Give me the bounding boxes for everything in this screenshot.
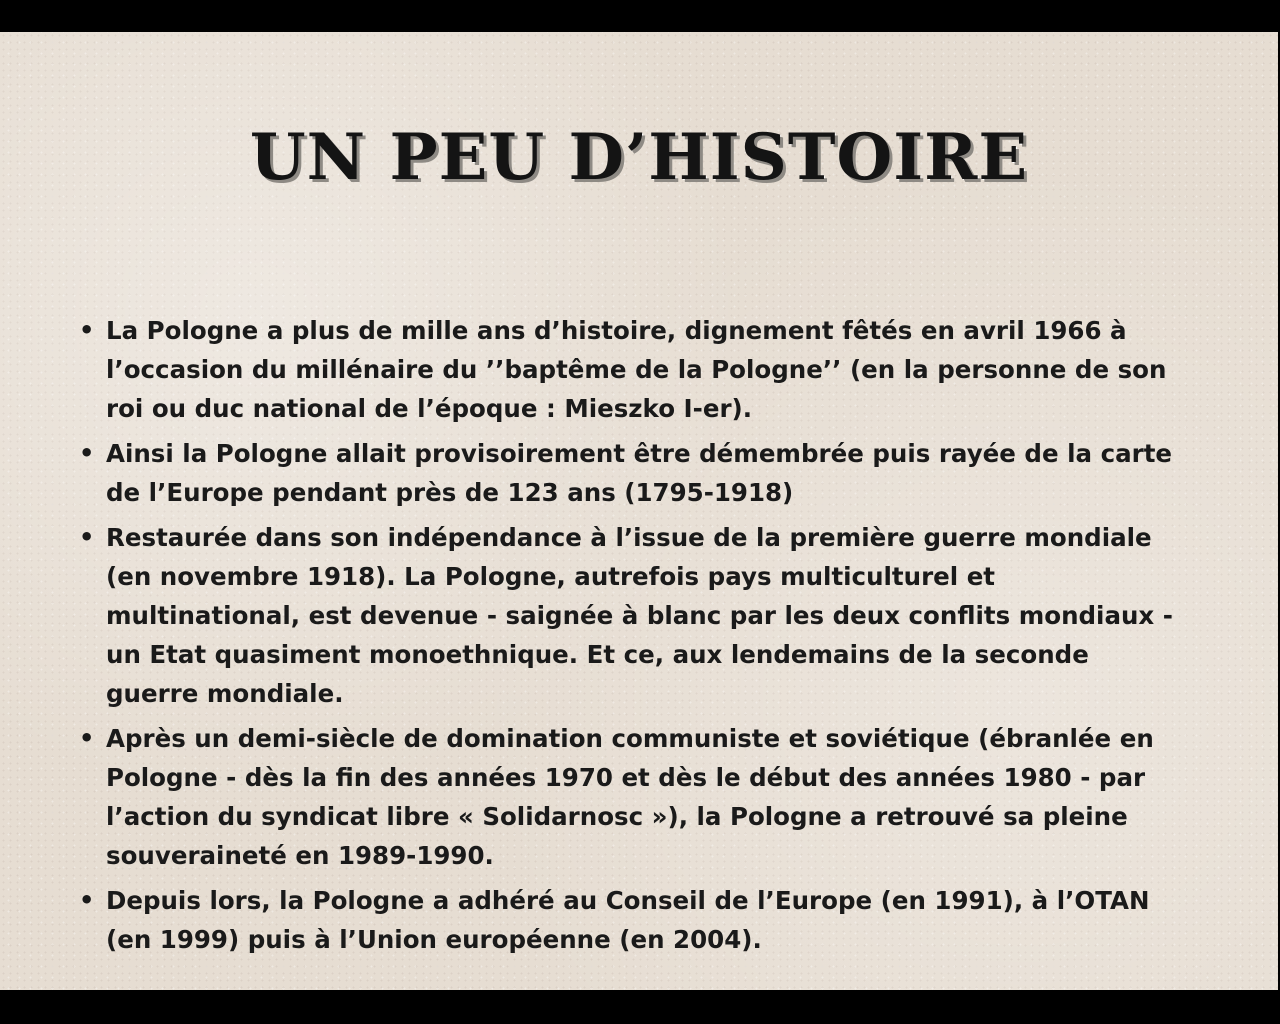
bullet-icon: • <box>79 886 95 914</box>
list-item <box>76 518 1186 713</box>
list-item <box>76 719 1186 875</box>
slide-title: UN PEU D’HISTOIRE <box>249 120 1029 195</box>
bullet-list <box>76 311 1186 965</box>
bullet-text: Après un demi-siècle de domination communiste et soviétique (ébranlée en Pologne - dès la fin des années 1970 et dès le début des années 1980 - par l’action du syndicat libre « Solidarnosc »), la Pologne a retrouvé sa pleine souveraineté en 1989-1990. <box>106 724 1154 870</box>
slide <box>0 32 1278 990</box>
bullet-icon: • <box>79 724 95 752</box>
list-item <box>76 311 1186 428</box>
bullet-text: La Pologne a plus de mille ans d’histoire, dignement fêtés en avril 1966 à l’occasion du millénaire du ’’baptême de la Pologne’’ (en la personne de son roi ou duc national de l’époque : Mieszko I-er). <box>106 316 1167 423</box>
bullet-icon: • <box>79 523 95 551</box>
bullet-text: Ainsi la Pologne allait provisoirement être démembrée puis rayée de la carte de l’Europe pendant près de 123 ans (1795-1918) <box>106 439 1173 507</box>
bullet-text: Depuis lors, la Pologne a adhéré au Conseil de l’Europe (en 1991), à l’OTAN (en 1999) puis à l’Union européenne (en 2004). <box>106 886 1150 954</box>
list-item <box>76 881 1186 959</box>
bullet-icon: • <box>79 316 95 344</box>
list-item <box>76 434 1186 512</box>
bullet-icon: • <box>79 439 95 467</box>
bullet-text: Restaurée dans son indépendance à l’issue de la première guerre mondiale (en novembre 1918). La Pologne, autrefois pays multiculturel et multinational, est devenue - saignée à blanc par les deux conflits mondiaux - un Etat quasiment monoethnique. Et ce, aux lendemains de la seconde guerre mondiale. <box>106 523 1173 708</box>
